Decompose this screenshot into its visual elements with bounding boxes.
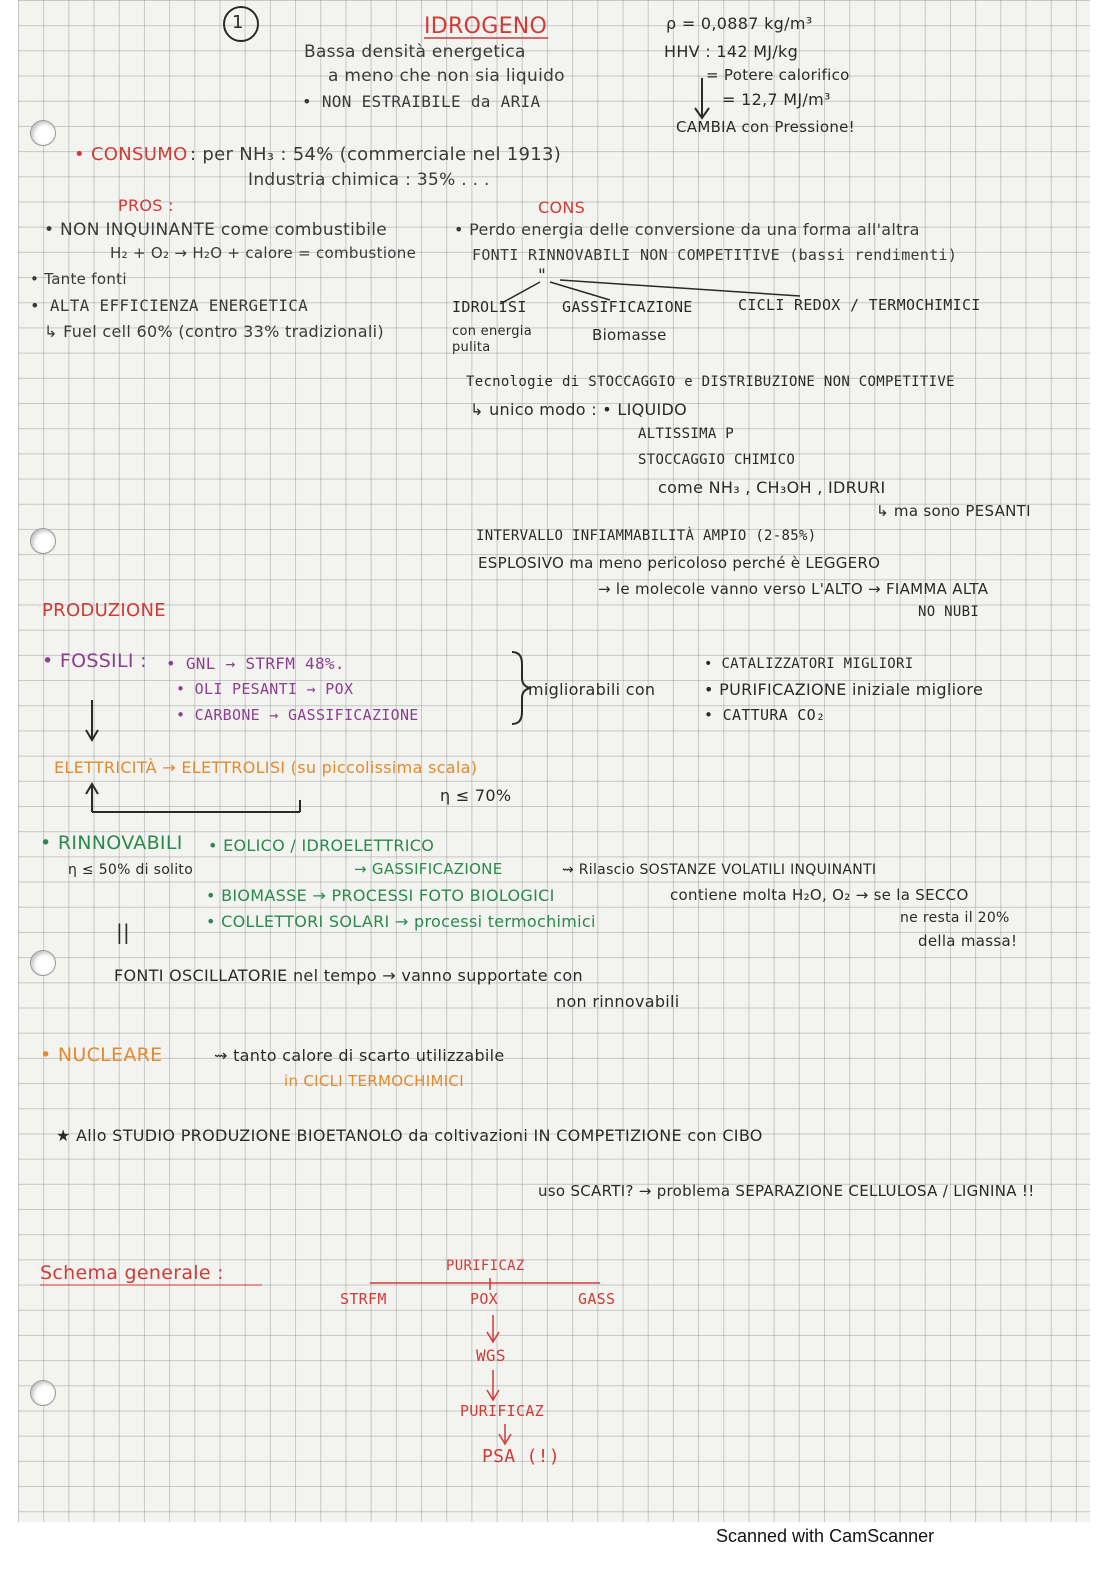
storage-line-1: Tecnologie di STOCCAGGIO e DISTRIBUZIONE NON COMPETITIVE <box>466 374 955 390</box>
schema-branch-2: POX <box>470 1290 498 1308</box>
produzione-heading: PRODUZIONE <box>42 600 166 621</box>
flammability-range: INTERVALLO INFIAMMABILITÀ AMPIO (2-85%) <box>476 528 817 544</box>
collettori: • COLLETTORI SOLARI → processi termochimici <box>206 912 596 931</box>
scanner-footer: Scanned with CamScanner <box>716 1526 935 1546</box>
elettricita: ELETTRICITÀ → ELETTROLISI (su piccolissima scala) <box>54 758 478 777</box>
density: ρ = 0,0887 kg/m³ <box>666 14 813 33</box>
nucleare-line-2: in CICLI TERMOCHIMICI <box>284 1072 464 1090</box>
ditto-mark: " <box>538 266 547 286</box>
consumo-label: • CONSUMO <box>74 144 188 165</box>
method-idrolisi: IDROLISI <box>452 298 527 316</box>
storage-line-6: ↳ ma sono PESANTI <box>876 502 1031 520</box>
pros-heading: PROS : <box>118 196 174 215</box>
cons-line-1: • Perdo energia delle conversione da una forma all'altra <box>454 220 920 239</box>
explosive-note: ESPLOSIVO ma meno pericoloso perché è LEGGERO <box>478 554 881 572</box>
pressure-note: CAMBIA con Pressione! <box>676 118 855 136</box>
pros-item-2: H₂ + O₂ → H₂O + calore = combustione <box>110 244 417 262</box>
rinnovabili-item-1: • EOLICO / IDROELETTRICO <box>208 836 435 855</box>
contiene: contiene molta H₂O, O₂ → se la SECCO <box>670 886 969 904</box>
schema-branch-3: GASS <box>578 1290 616 1308</box>
rilascio: ⇝ Rilascio SOSTANZE VOLATILI INQUINANTI <box>562 862 877 878</box>
storage-line-4: STOCCAGGIO CHIMICO <box>638 452 796 468</box>
oscillatorie: FONTI OSCILLATORIE nel tempo → vanno supportate con <box>114 966 583 985</box>
schema-step-1: WGS <box>476 1346 506 1365</box>
improvement-1: • CATALIZZATORI MIGLIORI <box>704 656 914 672</box>
biomasse: • BIOMASSE → PROCESSI FOTO BIOLOGICI <box>206 886 555 905</box>
hhv-note: = Potere calorifico <box>706 66 850 84</box>
schema-step-2: PURIFICAZ <box>460 1402 544 1420</box>
nucleare-line: ⇝ tanto calore di scarto utilizzabile <box>214 1046 505 1065</box>
cons-line-2: FONTI RINNOVABILI NON COMPETITIVE (bassi rendimenti) <box>472 246 958 264</box>
header-bullet-1: Bassa densità energetica <box>304 42 526 62</box>
pros-item-4: • ALTA EFFICIENZA ENERGETICA <box>30 296 309 315</box>
fossili-label: • FOSSILI : <box>42 650 147 672</box>
rinnovabili-label: • RINNOVABILI <box>40 832 183 854</box>
nucleare-label: • NUCLEARE <box>40 1044 163 1066</box>
eta-rinnovabili: η ≤ 50% di solito <box>68 862 194 878</box>
molecules-note: → le molecole vanno verso L'ALTO → FIAMMA ALTA <box>598 580 989 598</box>
method-cicli: CICLI REDOX / TERMOCHIMICI <box>738 296 981 314</box>
method-gassificazione: GASSIFICAZIONE <box>562 298 693 316</box>
eta-elettrolisi: η ≤ 70% <box>440 786 512 805</box>
studio-line: ★ Allo STUDIO PRODUZIONE BIOETANOLO da coltivazioni IN COMPETIZIONE con CIBO <box>56 1126 763 1145</box>
hhv-volume: = 12,7 MJ/m³ <box>722 90 831 109</box>
improvement-2: • PURIFICAZIONE iniziale migliore <box>704 680 984 699</box>
consumo-line-1: : per NH₃ : 54% (commerciale nel 1913) <box>190 144 562 165</box>
resta: ne resta il 20% <box>900 910 1010 926</box>
gassificazione-line: → GASSIFICAZIONE <box>354 860 503 878</box>
pros-item-1: • NON INQUINANTE come combustibile <box>44 220 387 240</box>
fossili-item-1: • GNL → STRFM 48%. <box>166 654 345 673</box>
header-bullet-2: a meno che non sia liquido <box>328 66 565 86</box>
gass-note: Biomasse <box>592 326 667 344</box>
fossili-item-2: • OLI PESANTI → POX <box>176 680 354 698</box>
page-title: IDROGENO <box>424 14 548 39</box>
header-bullet-3: • NON ESTRAIBILE da ARIA <box>302 92 541 111</box>
equal-sign: || <box>116 920 131 944</box>
consumo-line-2: Industria chimica : 35% . . . <box>248 170 490 190</box>
studio-line-2: uso SCARTI? → problema SEPARAZIONE CELLULOSA / LIGNINA !! <box>538 1182 1035 1200</box>
idrolisi-note: con energia pulita <box>452 324 532 355</box>
schema-branch-1: STRFM <box>340 1290 387 1308</box>
storage-line-3: ALTISSIMA P <box>638 426 735 442</box>
pros-item-5: ↳ Fuel cell 60% (contro 33% tradizionali) <box>44 322 384 341</box>
improvement-3: • CATTURA CO₂ <box>704 706 826 724</box>
hhv: HHV : 142 MJ/kg <box>664 42 799 61</box>
schema-label: Schema generale : <box>40 1262 224 1284</box>
migliorabili: migliorabili con <box>528 680 656 699</box>
massa: della massa! <box>918 932 1018 950</box>
fossili-item-3: • CARBONE → GASSIFICAZIONE <box>176 706 419 724</box>
no-clouds: NO NUBI <box>918 604 980 620</box>
cons-heading: CONS <box>538 198 586 217</box>
page-number: 1 <box>232 12 244 33</box>
schema-step-3: PSA (!) <box>482 1446 560 1467</box>
storage-line-2: ↳ unico modo : • LIQUIDO <box>470 400 688 419</box>
pros-item-3: • Tante fonti <box>30 270 127 288</box>
oscillatorie-2: non rinnovabili <box>556 992 680 1011</box>
schema-top: PURIFICAZ <box>446 1258 525 1274</box>
storage-line-5: come NH₃ , CH₃OH , IDRURI <box>658 478 886 497</box>
